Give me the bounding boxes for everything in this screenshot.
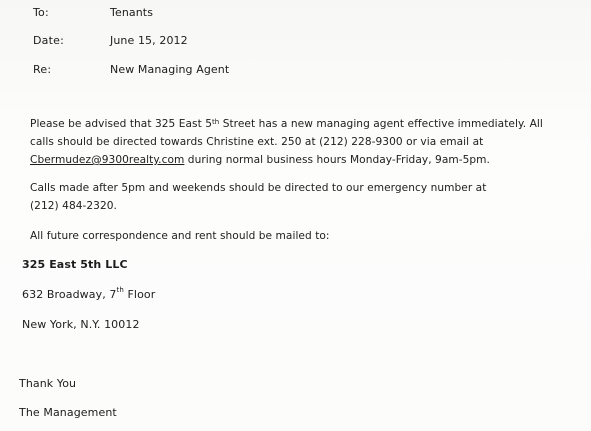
- address-street: [22, 288, 155, 301]
- notice-text: Street has a new managing agent effective immediately. All: [219, 118, 543, 130]
- notice-line-3: [30, 151, 580, 169]
- closing-thanks: Thank You: [19, 377, 77, 390]
- date-label: Date:: [33, 34, 64, 47]
- notice-text: Please be advised that 325 East 5: [30, 118, 212, 130]
- ordinal-suffix: th: [212, 118, 220, 126]
- ordinal-suffix: th: [116, 286, 124, 294]
- re-label: Re:: [33, 63, 52, 76]
- mailing-instruction: All future correspondence and rent should be mailed to:: [30, 230, 330, 242]
- address-name: 325 East 5th LLC: [22, 258, 128, 271]
- closing-signature: The Management: [19, 406, 117, 419]
- to-value: Tenants: [110, 6, 154, 19]
- emergency-line-1: Calls made after 5pm and weekends should be directed to our emergency number at: [30, 182, 487, 194]
- street-text: Floor: [123, 288, 156, 301]
- street-text: 632 Broadway, 7: [22, 288, 117, 301]
- date-value: June 15, 2012: [110, 34, 188, 47]
- notice-text: during normal business hours Monday-Friday, 9am-5pm.: [184, 154, 490, 166]
- notice-paragraph: [30, 115, 580, 169]
- emergency-paragraph: [30, 179, 580, 215]
- emergency-phone: (212) 484-2320.: [30, 200, 117, 212]
- re-value: New Managing Agent: [110, 63, 230, 76]
- notice-line-2: calls should be directed towards Christine ext. 250 at (212) 228-9300 or via email at: [30, 136, 484, 148]
- address-city: New York, N.Y. 10012: [22, 318, 140, 331]
- to-label: To:: [33, 6, 49, 19]
- notice-line-1: [30, 115, 580, 133]
- email-link[interactable]: Cbermudez@9300realty.com: [30, 154, 185, 166]
